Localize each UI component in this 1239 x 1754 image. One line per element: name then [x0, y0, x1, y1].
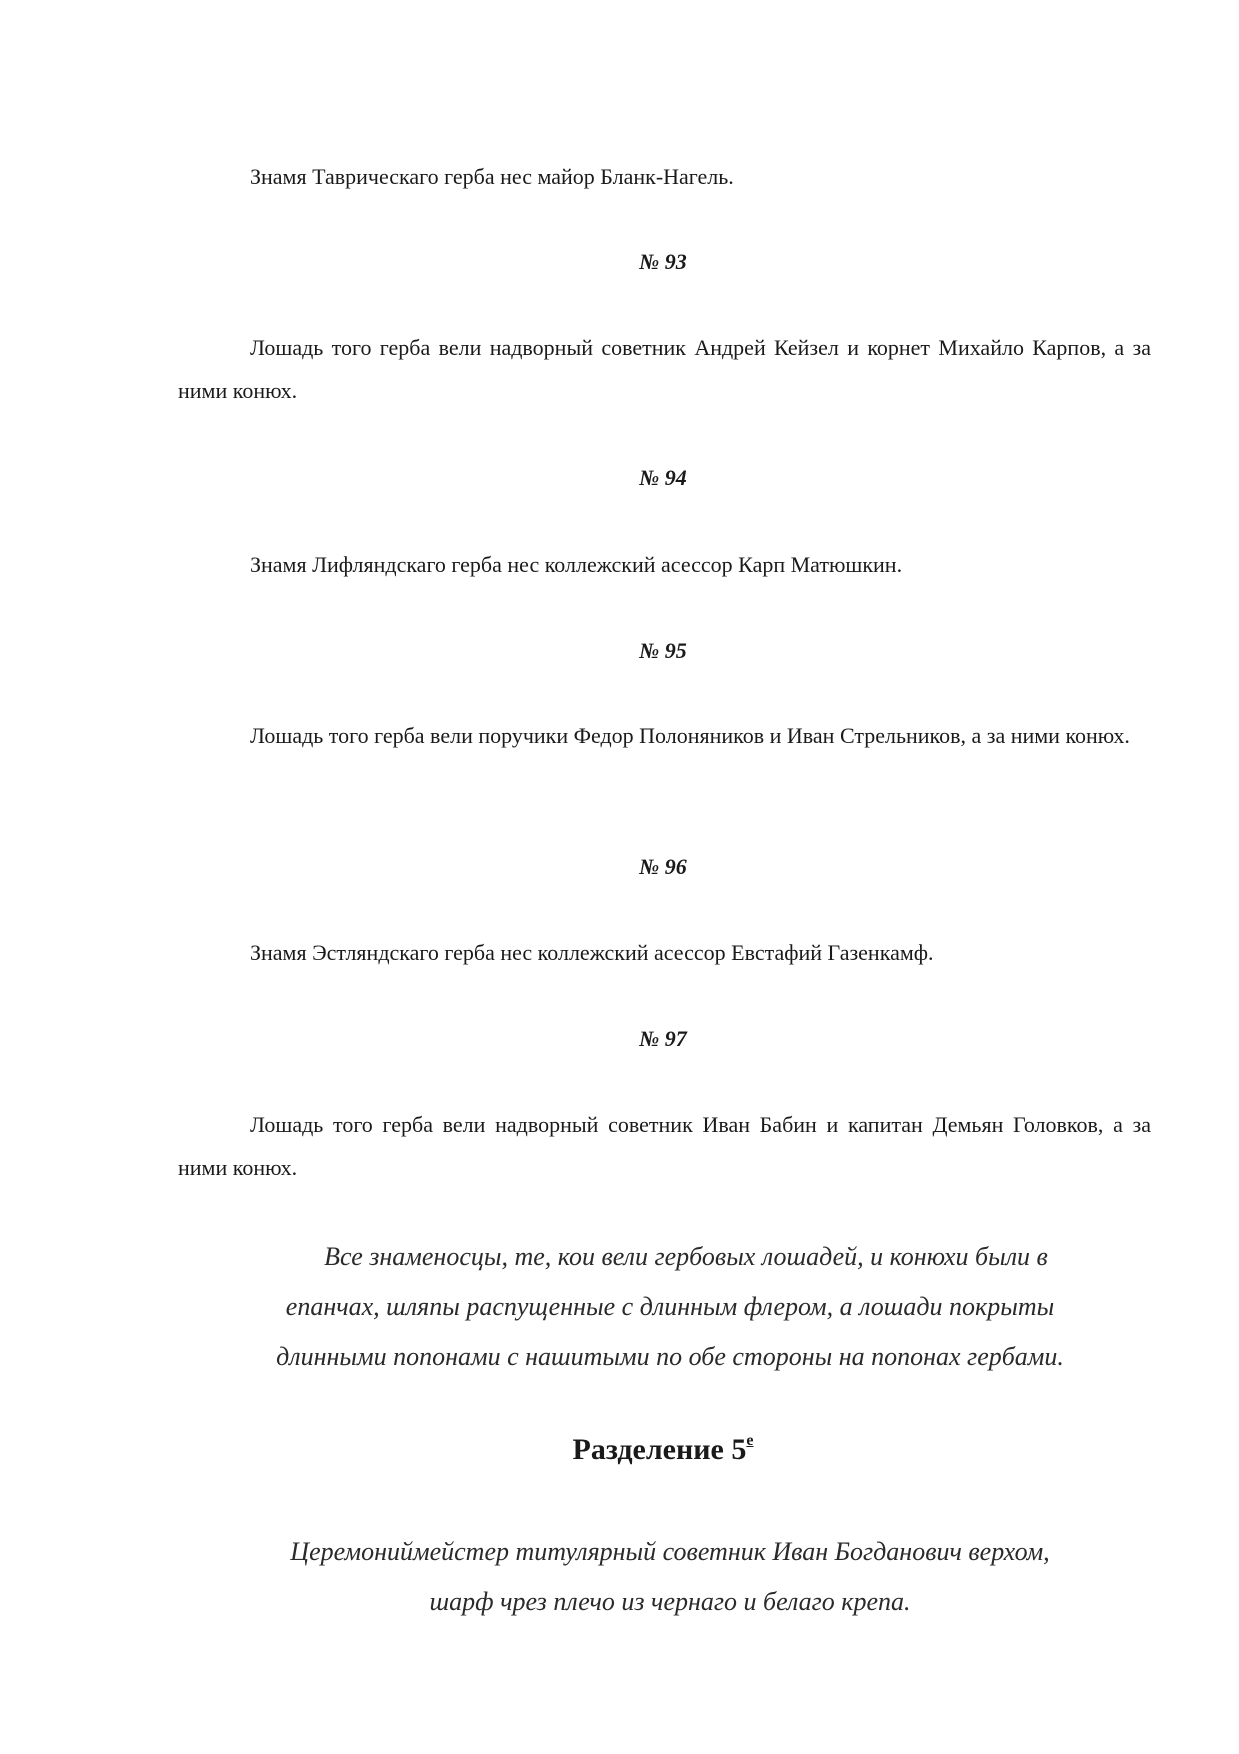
paragraph-entry-95: Лошадь того герба вели поручики Федор Полоняников и Иван Стрельников, а за ними конюх. — [250, 723, 1130, 748]
paragraph-entry-92: Знамя Таврическаго герба нес майор Бланк-Нагель. — [250, 164, 734, 189]
entry-number-95: № 95 — [639, 638, 687, 663]
section-italic-text — [200, 1527, 1140, 1627]
section-title-suffix: е — [746, 1432, 754, 1449]
section-title: Разделение 5 — [572, 1433, 747, 1466]
entry-number-93: № 93 — [639, 249, 687, 274]
italic-note — [200, 1232, 1140, 1382]
section-heading — [0, 1432, 1239, 1467]
entry-number-97: № 97 — [639, 1026, 687, 1051]
note-line-3: длинными попонами с нашитыми по обе стороны на попонах гербами. — [276, 1342, 1064, 1371]
paragraph-entry-94: Знамя Лифляндскаго герба нес коллежский асессор Карп Матюшкин. — [250, 552, 903, 577]
note-line-2: епанчах, шляпы распущенные с длинным флером, а лошади покрыты — [285, 1292, 1055, 1321]
paragraph-entry-97: Лошадь того герба вели надворный советник Иван Бабин и капитан Демьян Головков, а за ними конюх. — [178, 1112, 1151, 1180]
entry-number-94: № 94 — [639, 465, 687, 490]
paragraph-entry-93: Лошадь того герба вели надворный советник Андрей Кейзел и корнет Михайло Карпов, а за ними конюх. — [178, 335, 1151, 403]
section-line-2: шарф чрез плечо из чернаго и белаго крепа. — [429, 1587, 911, 1616]
section-line-1: Церемониймейстер титулярный советник Иван Богданович верхом, — [290, 1537, 1050, 1566]
note-line-1: Все знаменосцы, те, кои вели гербовых лошадей, и конюхи были в — [324, 1242, 1048, 1271]
paragraph-entry-96: Знамя Эстляндскаго герба нес коллежский асессор Евстафий Газенкамф. — [250, 940, 934, 965]
entry-number-96: № 96 — [639, 854, 687, 879]
